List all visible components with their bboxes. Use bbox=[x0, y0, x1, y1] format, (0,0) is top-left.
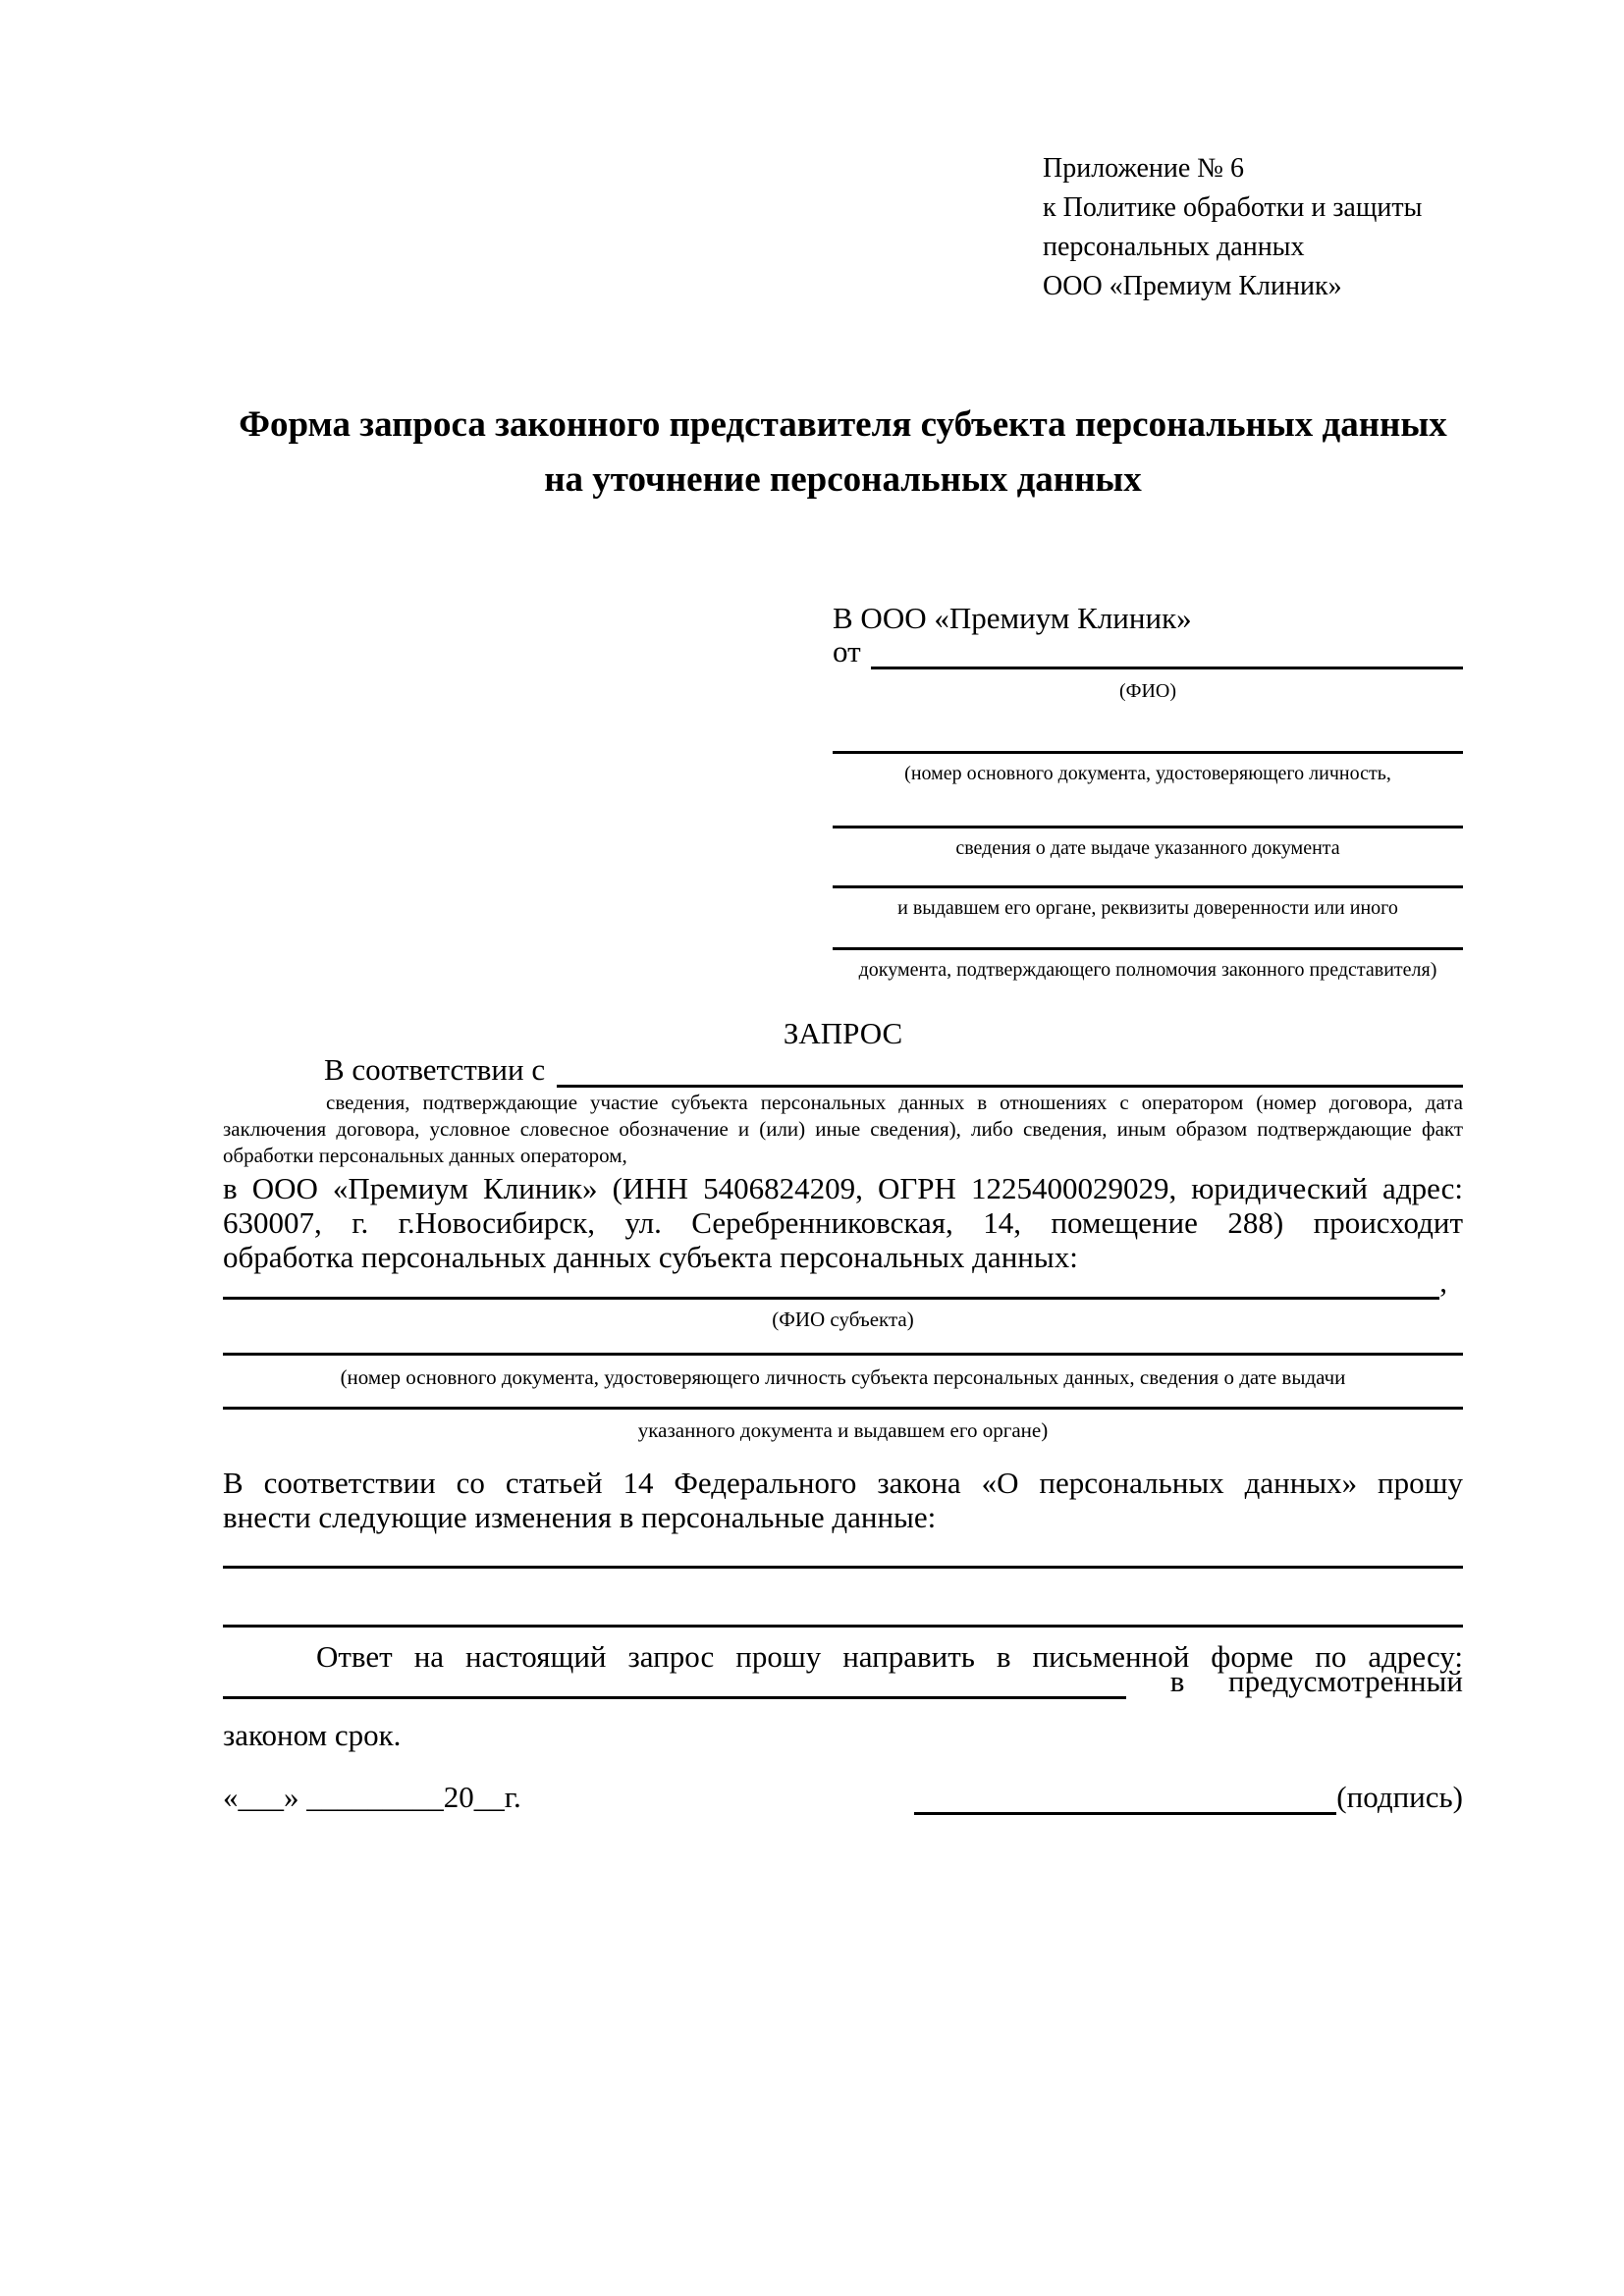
annex-line: ООО «Премиум Клиник» bbox=[1043, 271, 1342, 301]
subject-doc-caption: указанного документа и выдавшем его органе) bbox=[637, 1418, 1049, 1442]
addressee-block bbox=[833, 601, 1463, 982]
accordance-blank-line bbox=[557, 1060, 1463, 1088]
representative-doc-caption: и выдавшем его органе, реквизиты доверенности или иного bbox=[897, 897, 1398, 919]
representative-doc-caption: документа, подтверждающего полномочия законного представителя) bbox=[858, 959, 1437, 981]
changes-blank-line bbox=[223, 1534, 1463, 1569]
signature-blank-line bbox=[914, 1788, 1336, 1815]
from-blank-line bbox=[871, 641, 1463, 669]
footnote-line: обработки персональных данных оператором, bbox=[223, 1144, 627, 1167]
changes-blank-line bbox=[223, 1593, 1463, 1628]
answer-address-row bbox=[223, 1664, 1463, 1699]
fio-caption: (ФИО) bbox=[1118, 680, 1176, 702]
annex-line: Приложение № 6 bbox=[1043, 153, 1244, 184]
answer-word: предусмотренный bbox=[1228, 1664, 1463, 1698]
representative-doc-caption: (номер основного документа, удостоверяющего личность, bbox=[904, 763, 1391, 784]
document-title bbox=[223, 398, 1463, 507]
request-body bbox=[223, 1016, 1463, 1815]
document-title-line1: Форма запроса законного представителя субъекта персональных данных bbox=[239, 404, 1447, 445]
addressee-organization: В ООО «Премиум Клиник» bbox=[833, 601, 1192, 635]
representative-doc-blank-line bbox=[833, 785, 1463, 828]
answer-paragraph-line3: законом срок. bbox=[223, 1718, 402, 1752]
operator-paragraph-line: в ООО «Премиум Клиник» (ИНН 5406824209, ОГРН 1225400029029, юридический адрес: bbox=[223, 1171, 1463, 1205]
answer-word: в bbox=[1169, 1664, 1185, 1698]
footnote-line: сведения, подтверждающие участие субъекта персональных данных в отношениях с оператором (номер договора, дата bbox=[326, 1091, 1463, 1114]
law-paragraph-line: В соответствии со статьей 14 Федерального закона «О персональных данных» прошу bbox=[223, 1466, 1463, 1500]
date-signature-row bbox=[223, 1780, 1463, 1815]
answer-paragraph-line1: Ответ на настоящий запрос прошу направить в письменной форме по адресу: bbox=[316, 1639, 1463, 1674]
representative-doc-blank-line bbox=[833, 920, 1463, 950]
document-title-line2: на уточнение персональных данных bbox=[544, 459, 1142, 500]
law-paragraph bbox=[223, 1466, 1463, 1534]
subject-doc-caption: (номер основного документа, удостоверяющего личность субъекта персональных данных, сведения о дате выдачи bbox=[340, 1365, 1346, 1389]
operator-paragraph bbox=[223, 1171, 1463, 1274]
footnote-line: заключения договора, условное словесное обозначение и (или) иные сведения), либо сведения, иным образом подтверждающие факт bbox=[223, 1117, 1463, 1141]
subject-doc-blank-line bbox=[223, 1331, 1463, 1356]
representative-doc-caption: сведения о дате выдаче указанного документа bbox=[955, 837, 1340, 859]
address-blank-line bbox=[223, 1674, 1126, 1699]
subject-doc-blank-line bbox=[223, 1389, 1463, 1410]
accordance-label: В соответствии с bbox=[324, 1052, 546, 1087]
operator-paragraph-line: 630007, г. г.Новосибирск, ул. Серебренниковская, 14, помещение 288) происходит bbox=[223, 1205, 1463, 1240]
representative-doc-blank-line bbox=[833, 860, 1463, 888]
subject-fio-blank-line bbox=[223, 1274, 1439, 1300]
date-blank-field: «___» _________20__г. bbox=[223, 1780, 521, 1814]
annex-line: к Политике обработки и защиты bbox=[1043, 192, 1423, 223]
request-heading: ЗАПРОС bbox=[783, 1016, 903, 1050]
law-paragraph-line: внести следующие изменения в персональные данные: bbox=[223, 1500, 937, 1534]
trailing-comma: , bbox=[1439, 1264, 1447, 1299]
representative-doc-blank-line bbox=[833, 724, 1463, 754]
annex-line: персональных данных bbox=[1043, 232, 1305, 262]
annex-reference-block bbox=[1043, 149, 1514, 306]
operator-paragraph-line: обработка персональных данных субъекта персональных данных: bbox=[223, 1240, 1078, 1274]
from-label: от bbox=[833, 634, 861, 668]
subject-fio-caption: (ФИО субъекта) bbox=[772, 1308, 914, 1331]
accordance-footnote bbox=[223, 1090, 1463, 1169]
from-field-row bbox=[833, 634, 1463, 669]
signature-group bbox=[914, 1780, 1463, 1815]
signature-caption: (подпись) bbox=[1336, 1780, 1463, 1814]
accordance-field-row bbox=[223, 1052, 1463, 1088]
subject-fio-blank-row bbox=[223, 1264, 1463, 1300]
